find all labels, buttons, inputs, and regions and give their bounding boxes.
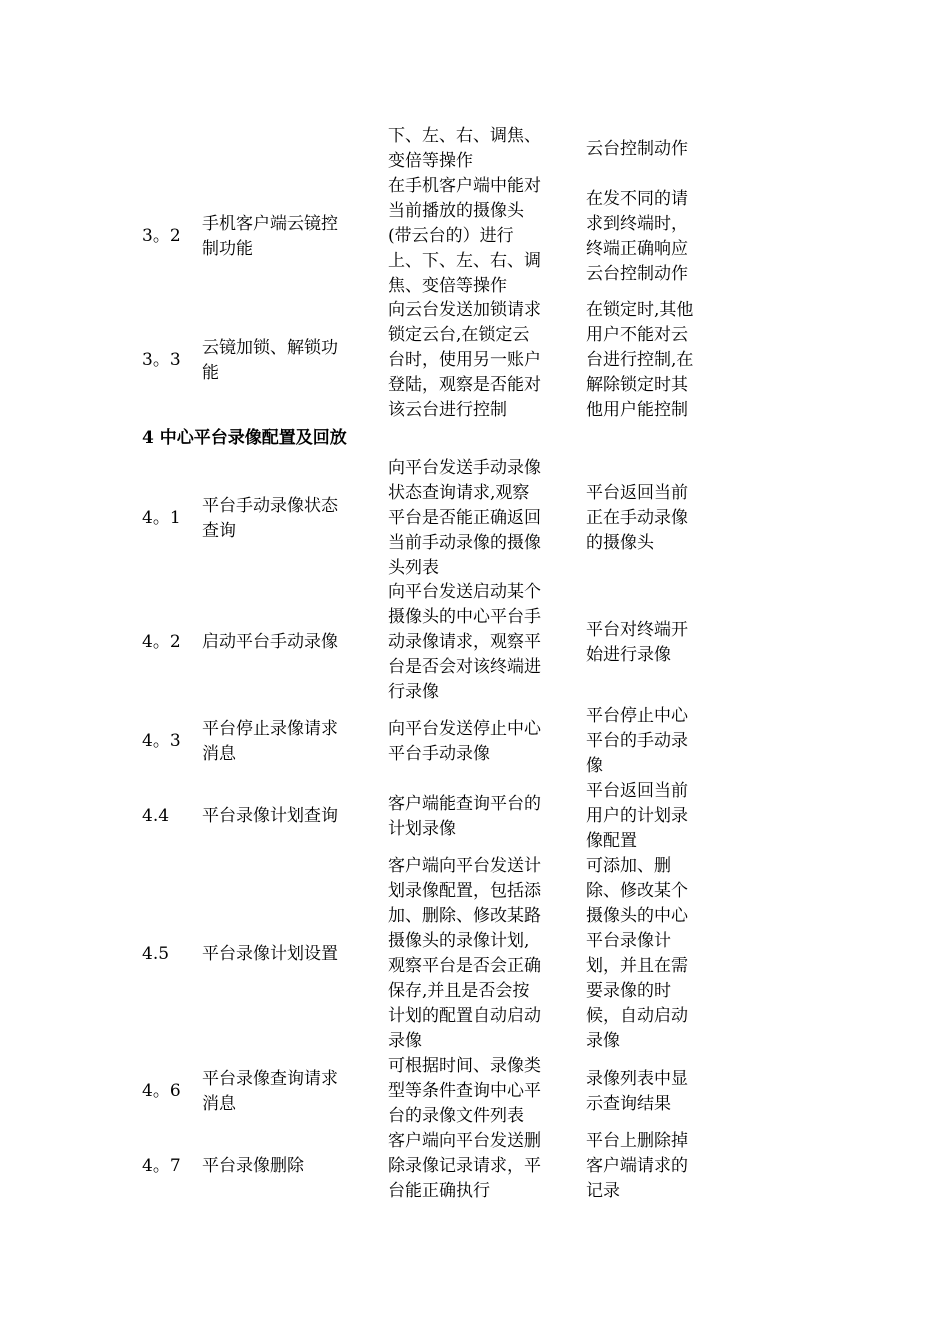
test-steps-line: 头列表 [388,558,439,578]
item-number [142,580,194,705]
test-steps [388,174,568,299]
test-steps-line: 台能正确执行 [388,1181,490,1201]
test-steps [388,298,568,423]
expected-result-line: 他用户能控制 [586,400,688,420]
table-row [0,779,950,854]
test-steps-line: 型等条件查询中心平 [388,1081,541,1101]
test-steps-line: 录像 [388,1031,422,1051]
item-name [202,704,372,779]
expected-result-line: 除、修改某个 [586,881,688,901]
item-name-line: 平台录像计划设置 [202,943,338,964]
test-steps-line: 台的录像文件列表 [388,1106,524,1126]
item-name [202,580,372,705]
test-steps-line: 加、删除、修改某路 [388,906,541,926]
expected-result-line: 客户端请求的 [586,1156,688,1176]
test-steps-line: 计划录像 [388,818,456,839]
test-steps [388,1129,568,1204]
item-name-line: 手机客户端云镜控 [202,213,338,234]
test-steps-line: 变倍等操作 [388,151,473,171]
item-name [202,124,372,174]
test-steps-line: 客户端向平台发送删 [388,1131,541,1151]
test-steps-line: 在手机客户端中能对 [388,176,541,196]
test-steps-line: 焦、变倍等操作 [388,276,507,296]
expected-result-line: 摄像头的中心 [586,906,688,926]
expected-result-line: 记录 [586,1181,620,1201]
expected-result-line: 云台控制动作 [586,138,688,159]
test-steps-line: 台是否会对该终端进 [388,657,541,677]
test-steps-line: 摄像头的中心平台手 [388,607,541,627]
test-steps-line: 除录像记录请求，平 [388,1156,541,1176]
test-steps-line: 平台是否能正确返回 [388,508,541,528]
test-steps-line: 摄像头的录像计划, [388,931,530,951]
test-steps [388,704,568,779]
expected-result-line: 的摄像头 [586,533,654,553]
item-name [202,298,372,423]
item-number-text: 4.5 [142,943,170,964]
table-row [0,124,950,174]
expected-result [586,124,710,174]
expected-result [586,174,710,299]
test-steps-line: 当前播放的摄像头 [388,201,524,221]
item-name [202,1054,372,1129]
item-number [142,779,194,854]
table-row [0,174,950,299]
item-number-text: 3。2 [142,226,181,246]
expected-result-line: 始进行录像 [586,644,671,665]
item-name-line: 云镜加锁、解锁功 [202,337,338,358]
item-number-text: 4。6 [142,1081,181,1101]
test-steps [388,124,568,174]
test-steps-line: 该云台进行控制 [388,400,507,420]
test-steps-line: 行录像 [388,682,439,702]
test-steps-line: 可根据时间、录像类 [388,1056,541,1076]
expected-result-line: 平台返回当前 [586,483,688,503]
item-number [142,1054,194,1129]
expected-result [586,1054,710,1129]
expected-result [586,1129,710,1204]
test-steps-line: 客户端能查询平台的 [388,793,541,814]
test-steps-line: 上、下、左、右、调 [388,251,541,271]
expected-result-line: 平台对终端开 [586,619,688,640]
expected-result-line: 终端正确响应 [586,238,688,259]
table-row [0,456,950,581]
expected-result [586,456,710,581]
item-name-line: 消息 [202,1093,236,1114]
test-steps-line: 观察平台是否会正确 [388,956,541,976]
item-number [142,298,194,423]
table-row [0,1054,950,1129]
test-steps-line: 登陆，观察是否能对 [388,375,541,395]
expected-result-line: 在发不同的请 [586,188,688,209]
expected-result-line: 平台停止中心 [586,706,688,726]
item-name-line: 制功能 [202,238,253,259]
expected-result-line: 在锁定时,其他 [586,300,694,320]
expected-result-line: 可添加、删 [586,856,671,876]
item-name [202,174,372,299]
test-steps-line: 划录像配置，包括添 [388,881,541,901]
test-steps-line: (带云台的）进行 [388,226,514,246]
expected-result-line: 解除锁定时其 [586,375,688,395]
item-name [202,456,372,581]
expected-result-line: 划，并且在需 [586,956,688,976]
test-steps-line: 向平台发送手动录像 [388,458,541,478]
item-name-line: 平台停止录像请求 [202,718,338,739]
expected-result [586,779,710,854]
expected-result-line: 求到终端时， [586,213,688,234]
table-row [0,580,950,705]
test-steps-line: 保存,并且是否会按 [388,981,530,1001]
test-steps-line: 向云台发送加锁请求 [388,300,541,320]
test-steps [388,779,568,854]
expected-result-line: 平台录像计 [586,931,671,951]
expected-result [586,298,710,423]
item-name-line: 消息 [202,743,236,764]
test-steps-line: 客户端向平台发送计 [388,856,541,876]
expected-result-line: 平台的手动录 [586,731,688,751]
item-number-text: 4。3 [142,731,181,751]
test-steps [388,456,568,581]
expected-result-line: 平台上删除掉 [586,1131,688,1151]
item-number-text: 4.4 [142,806,170,826]
item-name-line: 平台录像查询请求 [202,1068,338,1089]
table-row [0,704,950,779]
test-steps-line: 锁定云台,在锁定云 [388,325,530,345]
expected-result-line: 台进行控制,在 [586,350,694,370]
item-number [142,854,194,1054]
expected-result-line: 用户的计划录 [586,806,688,826]
test-steps-line: 台时，使用另一账户 [388,350,541,370]
item-number [142,1129,194,1204]
item-number [142,124,194,174]
item-number-text: 4。2 [142,632,181,652]
expected-result-line: 用户不能对云 [586,325,688,345]
expected-result [586,704,710,779]
item-name-line: 能 [202,362,219,383]
item-number-text: 4。1 [142,508,181,528]
table-row [0,854,950,1054]
item-number-text: 3。3 [142,350,181,370]
item-number [142,456,194,581]
table-row [0,298,950,423]
item-number [142,174,194,299]
item-number-text: 4。7 [142,1156,181,1176]
expected-result-line: 像 [586,756,603,776]
test-steps-line: 计划的配置自动启动 [388,1006,541,1026]
expected-result-line: 录像 [586,1031,620,1051]
test-steps [388,1054,568,1129]
item-name-line: 平台录像计划查询 [202,806,338,826]
expected-result-line: 云台控制动作 [586,263,688,284]
item-name [202,779,372,854]
item-name-line: 查询 [202,520,236,541]
item-name-line: 启动平台手动录像 [202,632,338,652]
expected-result-line: 候，自动启动 [586,1006,688,1026]
test-steps-line: 当前手动录像的摄像 [388,533,541,553]
test-steps-line: 向平台发送启动某个 [388,582,541,602]
expected-result [586,580,710,705]
test-steps [388,580,568,705]
expected-result-line: 平台返回当前 [586,781,688,801]
test-steps-line: 下、左、右、调焦、 [388,126,541,146]
test-steps-line: 动录像请求，观察平 [388,632,541,652]
item-name [202,1129,372,1204]
expected-result-line: 正在手动录像 [586,508,688,528]
item-name [202,854,372,1054]
expected-result-line: 像配置 [586,831,637,851]
item-name-line: 平台手动录像状态 [202,495,338,516]
test-steps-line: 向平台发送停止中心 [388,718,541,739]
test-steps-line: 状态查询请求,观察 [388,483,530,503]
item-name-line: 平台录像删除 [202,1156,304,1176]
test-steps [388,854,568,1054]
test-steps-line: 平台手动录像 [388,743,490,764]
item-number [142,704,194,779]
table-row [0,1129,950,1204]
expected-result-line: 示查询结果 [586,1093,671,1114]
expected-result-line: 录像列表中显 [586,1068,688,1089]
expected-result-line: 要录像的时 [586,981,671,1001]
section-heading: 4 中心平台录像配置及回放 [142,428,347,448]
expected-result [586,854,710,1054]
